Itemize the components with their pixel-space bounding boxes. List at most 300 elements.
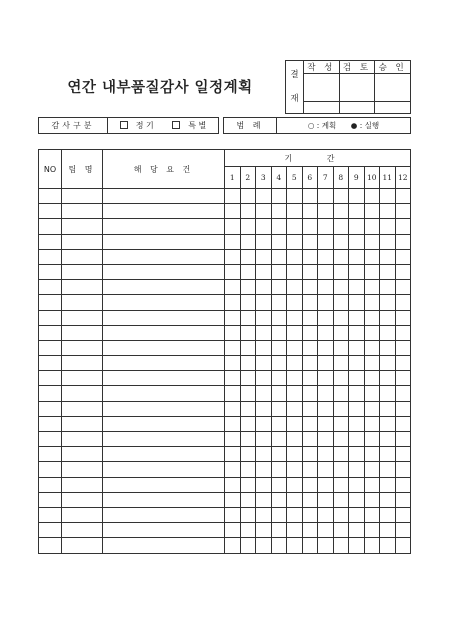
cell-month-3[interactable] — [256, 462, 272, 477]
cell-month-12[interactable] — [395, 325, 411, 340]
cell-requirement[interactable] — [103, 219, 225, 234]
cell-month-4[interactable] — [271, 492, 287, 507]
cell-month-12[interactable] — [395, 189, 411, 204]
cell-month-4[interactable] — [271, 538, 287, 553]
cell-month-2[interactable] — [240, 325, 256, 340]
cell-month-4[interactable] — [271, 204, 287, 219]
cell-month-12[interactable] — [395, 234, 411, 249]
cell-month-4[interactable] — [271, 234, 287, 249]
cell-month-11[interactable] — [380, 447, 396, 462]
cell-month-10[interactable] — [364, 249, 380, 264]
cell-no[interactable] — [39, 401, 62, 416]
cell-month-5[interactable] — [287, 264, 303, 279]
cell-team[interactable] — [62, 538, 103, 553]
cell-month-10[interactable] — [364, 295, 380, 310]
option-special[interactable]: 특 별 — [168, 121, 210, 130]
cell-month-4[interactable] — [271, 280, 287, 295]
cell-month-1[interactable] — [225, 295, 241, 310]
cell-month-1[interactable] — [225, 280, 241, 295]
cell-month-5[interactable] — [287, 371, 303, 386]
cell-no[interactable] — [39, 432, 62, 447]
cell-month-5[interactable] — [287, 401, 303, 416]
cell-month-7[interactable] — [318, 295, 334, 310]
cell-month-10[interactable] — [364, 264, 380, 279]
cell-month-2[interactable] — [240, 264, 256, 279]
cell-month-6[interactable] — [302, 523, 318, 538]
cell-month-10[interactable] — [364, 492, 380, 507]
cell-month-2[interactable] — [240, 416, 256, 431]
cell-month-9[interactable] — [349, 234, 365, 249]
cell-month-6[interactable] — [302, 249, 318, 264]
cell-month-10[interactable] — [364, 219, 380, 234]
cell-month-8[interactable] — [333, 386, 349, 401]
cell-month-11[interactable] — [380, 219, 396, 234]
cell-month-7[interactable] — [318, 264, 334, 279]
cell-month-8[interactable] — [333, 477, 349, 492]
cell-month-11[interactable] — [380, 310, 396, 325]
cell-month-3[interactable] — [256, 416, 272, 431]
cell-month-5[interactable] — [287, 447, 303, 462]
cell-month-5[interactable] — [287, 249, 303, 264]
cell-month-10[interactable] — [364, 340, 380, 355]
cell-month-11[interactable] — [380, 234, 396, 249]
cell-month-1[interactable] — [225, 340, 241, 355]
cell-month-11[interactable] — [380, 204, 396, 219]
cell-team[interactable] — [62, 462, 103, 477]
cell-month-6[interactable] — [302, 371, 318, 386]
cell-no[interactable] — [39, 310, 62, 325]
cell-month-5[interactable] — [287, 356, 303, 371]
cell-month-6[interactable] — [302, 386, 318, 401]
cell-no[interactable] — [39, 189, 62, 204]
cell-month-12[interactable] — [395, 401, 411, 416]
cell-requirement[interactable] — [103, 492, 225, 507]
cell-month-3[interactable] — [256, 386, 272, 401]
cell-month-2[interactable] — [240, 295, 256, 310]
cell-month-8[interactable] — [333, 295, 349, 310]
cell-month-9[interactable] — [349, 492, 365, 507]
cell-month-12[interactable] — [395, 204, 411, 219]
cell-team[interactable] — [62, 234, 103, 249]
cell-month-9[interactable] — [349, 507, 365, 522]
cell-month-8[interactable] — [333, 447, 349, 462]
cell-month-10[interactable] — [364, 189, 380, 204]
cell-team[interactable] — [62, 204, 103, 219]
cell-month-1[interactable] — [225, 204, 241, 219]
cell-month-9[interactable] — [349, 477, 365, 492]
cell-requirement[interactable] — [103, 325, 225, 340]
cell-month-5[interactable] — [287, 295, 303, 310]
approval-sign-review[interactable] — [339, 74, 375, 102]
cell-month-9[interactable] — [349, 340, 365, 355]
cell-month-10[interactable] — [364, 507, 380, 522]
cell-requirement[interactable] — [103, 507, 225, 522]
cell-month-10[interactable] — [364, 356, 380, 371]
cell-month-4[interactable] — [271, 401, 287, 416]
cell-month-8[interactable] — [333, 249, 349, 264]
cell-no[interactable] — [39, 492, 62, 507]
cell-requirement[interactable] — [103, 432, 225, 447]
cell-month-5[interactable] — [287, 386, 303, 401]
cell-month-9[interactable] — [349, 447, 365, 462]
cell-no[interactable] — [39, 507, 62, 522]
cell-month-2[interactable] — [240, 234, 256, 249]
cell-month-3[interactable] — [256, 264, 272, 279]
cell-month-6[interactable] — [302, 492, 318, 507]
cell-month-5[interactable] — [287, 189, 303, 204]
cell-team[interactable] — [62, 325, 103, 340]
cell-month-12[interactable] — [395, 462, 411, 477]
cell-month-9[interactable] — [349, 325, 365, 340]
cell-month-8[interactable] — [333, 325, 349, 340]
cell-no[interactable] — [39, 477, 62, 492]
cell-month-12[interactable] — [395, 264, 411, 279]
cell-month-7[interactable] — [318, 538, 334, 553]
cell-month-11[interactable] — [380, 295, 396, 310]
cell-team[interactable] — [62, 340, 103, 355]
cell-month-5[interactable] — [287, 325, 303, 340]
cell-month-2[interactable] — [240, 386, 256, 401]
cell-requirement[interactable] — [103, 249, 225, 264]
cell-month-7[interactable] — [318, 204, 334, 219]
cell-requirement[interactable] — [103, 401, 225, 416]
cell-month-5[interactable] — [287, 219, 303, 234]
cell-month-7[interactable] — [318, 523, 334, 538]
cell-month-1[interactable] — [225, 325, 241, 340]
cell-month-5[interactable] — [287, 432, 303, 447]
cell-month-9[interactable] — [349, 219, 365, 234]
cell-month-4[interactable] — [271, 523, 287, 538]
cell-team[interactable] — [62, 386, 103, 401]
cell-month-8[interactable] — [333, 219, 349, 234]
cell-month-11[interactable] — [380, 492, 396, 507]
cell-requirement[interactable] — [103, 371, 225, 386]
cell-month-12[interactable] — [395, 492, 411, 507]
cell-month-12[interactable] — [395, 447, 411, 462]
cell-month-8[interactable] — [333, 507, 349, 522]
cell-requirement[interactable] — [103, 538, 225, 553]
cell-month-10[interactable] — [364, 432, 380, 447]
cell-month-2[interactable] — [240, 310, 256, 325]
cell-month-11[interactable] — [380, 462, 396, 477]
cell-month-4[interactable] — [271, 325, 287, 340]
cell-month-1[interactable] — [225, 386, 241, 401]
cell-month-6[interactable] — [302, 538, 318, 553]
cell-month-2[interactable] — [240, 356, 256, 371]
cell-month-5[interactable] — [287, 462, 303, 477]
cell-month-7[interactable] — [318, 280, 334, 295]
cell-month-11[interactable] — [380, 356, 396, 371]
cell-month-6[interactable] — [302, 462, 318, 477]
cell-month-2[interactable] — [240, 538, 256, 553]
cell-team[interactable] — [62, 219, 103, 234]
cell-month-2[interactable] — [240, 507, 256, 522]
approval-date-review[interactable] — [339, 102, 375, 114]
cell-month-3[interactable] — [256, 523, 272, 538]
cell-month-3[interactable] — [256, 280, 272, 295]
cell-month-1[interactable] — [225, 219, 241, 234]
cell-month-12[interactable] — [395, 371, 411, 386]
cell-month-7[interactable] — [318, 356, 334, 371]
cell-month-12[interactable] — [395, 523, 411, 538]
cell-month-3[interactable] — [256, 371, 272, 386]
cell-month-7[interactable] — [318, 477, 334, 492]
cell-month-12[interactable] — [395, 280, 411, 295]
cell-requirement[interactable] — [103, 477, 225, 492]
checkbox-icon[interactable] — [120, 121, 128, 129]
cell-month-8[interactable] — [333, 204, 349, 219]
cell-requirement[interactable] — [103, 340, 225, 355]
cell-team[interactable] — [62, 356, 103, 371]
cell-month-3[interactable] — [256, 189, 272, 204]
cell-month-9[interactable] — [349, 386, 365, 401]
cell-month-3[interactable] — [256, 310, 272, 325]
cell-month-8[interactable] — [333, 340, 349, 355]
cell-requirement[interactable] — [103, 204, 225, 219]
cell-month-12[interactable] — [395, 310, 411, 325]
cell-month-10[interactable] — [364, 523, 380, 538]
cell-month-7[interactable] — [318, 507, 334, 522]
cell-month-7[interactable] — [318, 340, 334, 355]
cell-month-7[interactable] — [318, 432, 334, 447]
cell-month-12[interactable] — [395, 295, 411, 310]
cell-month-8[interactable] — [333, 492, 349, 507]
cell-month-3[interactable] — [256, 538, 272, 553]
cell-month-1[interactable] — [225, 477, 241, 492]
cell-month-10[interactable] — [364, 325, 380, 340]
cell-month-6[interactable] — [302, 295, 318, 310]
cell-month-3[interactable] — [256, 432, 272, 447]
checkbox-icon[interactable] — [172, 121, 180, 129]
cell-month-5[interactable] — [287, 310, 303, 325]
cell-requirement[interactable] — [103, 523, 225, 538]
cell-month-7[interactable] — [318, 492, 334, 507]
cell-month-8[interactable] — [333, 310, 349, 325]
cell-month-6[interactable] — [302, 340, 318, 355]
cell-month-5[interactable] — [287, 523, 303, 538]
cell-month-8[interactable] — [333, 280, 349, 295]
cell-no[interactable] — [39, 416, 62, 431]
cell-month-4[interactable] — [271, 416, 287, 431]
cell-month-5[interactable] — [287, 477, 303, 492]
cell-month-2[interactable] — [240, 280, 256, 295]
cell-month-1[interactable] — [225, 507, 241, 522]
cell-no[interactable] — [39, 234, 62, 249]
cell-month-6[interactable] — [302, 189, 318, 204]
cell-month-3[interactable] — [256, 249, 272, 264]
cell-month-11[interactable] — [380, 371, 396, 386]
cell-month-3[interactable] — [256, 507, 272, 522]
cell-month-1[interactable] — [225, 432, 241, 447]
cell-month-1[interactable] — [225, 416, 241, 431]
cell-requirement[interactable] — [103, 295, 225, 310]
cell-month-6[interactable] — [302, 280, 318, 295]
cell-requirement[interactable] — [103, 416, 225, 431]
cell-team[interactable] — [62, 371, 103, 386]
cell-month-4[interactable] — [271, 477, 287, 492]
cell-month-7[interactable] — [318, 189, 334, 204]
cell-month-1[interactable] — [225, 189, 241, 204]
approval-sign-author[interactable] — [304, 74, 340, 102]
cell-month-11[interactable] — [380, 340, 396, 355]
cell-no[interactable] — [39, 219, 62, 234]
cell-month-4[interactable] — [271, 310, 287, 325]
cell-month-10[interactable] — [364, 401, 380, 416]
cell-month-11[interactable] — [380, 401, 396, 416]
cell-month-11[interactable] — [380, 264, 396, 279]
cell-month-9[interactable] — [349, 189, 365, 204]
cell-requirement[interactable] — [103, 462, 225, 477]
cell-month-7[interactable] — [318, 462, 334, 477]
cell-month-11[interactable] — [380, 280, 396, 295]
cell-team[interactable] — [62, 249, 103, 264]
cell-month-2[interactable] — [240, 371, 256, 386]
cell-month-11[interactable] — [380, 523, 396, 538]
cell-requirement[interactable] — [103, 356, 225, 371]
cell-month-5[interactable] — [287, 204, 303, 219]
cell-month-5[interactable] — [287, 280, 303, 295]
cell-month-8[interactable] — [333, 371, 349, 386]
cell-requirement[interactable] — [103, 447, 225, 462]
cell-team[interactable] — [62, 189, 103, 204]
cell-month-1[interactable] — [225, 234, 241, 249]
approval-date-author[interactable] — [304, 102, 340, 114]
cell-month-8[interactable] — [333, 523, 349, 538]
cell-month-5[interactable] — [287, 340, 303, 355]
cell-month-9[interactable] — [349, 462, 365, 477]
cell-month-2[interactable] — [240, 340, 256, 355]
cell-month-11[interactable] — [380, 538, 396, 553]
cell-month-2[interactable] — [240, 204, 256, 219]
cell-month-2[interactable] — [240, 432, 256, 447]
cell-month-5[interactable] — [287, 507, 303, 522]
cell-month-4[interactable] — [271, 249, 287, 264]
cell-month-4[interactable] — [271, 219, 287, 234]
cell-month-9[interactable] — [349, 356, 365, 371]
cell-month-2[interactable] — [240, 401, 256, 416]
cell-month-5[interactable] — [287, 492, 303, 507]
cell-requirement[interactable] — [103, 386, 225, 401]
cell-month-6[interactable] — [302, 416, 318, 431]
cell-month-1[interactable] — [225, 371, 241, 386]
cell-month-10[interactable] — [364, 477, 380, 492]
cell-requirement[interactable] — [103, 189, 225, 204]
cell-month-9[interactable] — [349, 249, 365, 264]
cell-month-11[interactable] — [380, 477, 396, 492]
cell-month-12[interactable] — [395, 432, 411, 447]
cell-month-6[interactable] — [302, 234, 318, 249]
cell-month-10[interactable] — [364, 538, 380, 553]
cell-month-8[interactable] — [333, 538, 349, 553]
cell-month-7[interactable] — [318, 371, 334, 386]
cell-team[interactable] — [62, 492, 103, 507]
cell-month-6[interactable] — [302, 204, 318, 219]
cell-requirement[interactable] — [103, 264, 225, 279]
cell-month-9[interactable] — [349, 523, 365, 538]
cell-month-8[interactable] — [333, 264, 349, 279]
cell-month-11[interactable] — [380, 507, 396, 522]
cell-month-1[interactable] — [225, 492, 241, 507]
cell-no[interactable] — [39, 264, 62, 279]
cell-month-3[interactable] — [256, 492, 272, 507]
cell-month-7[interactable] — [318, 386, 334, 401]
cell-month-3[interactable] — [256, 340, 272, 355]
approval-sign-approve[interactable] — [375, 74, 411, 102]
cell-month-4[interactable] — [271, 462, 287, 477]
cell-month-11[interactable] — [380, 432, 396, 447]
cell-no[interactable] — [39, 249, 62, 264]
cell-month-9[interactable] — [349, 401, 365, 416]
cell-month-2[interactable] — [240, 492, 256, 507]
cell-month-9[interactable] — [349, 310, 365, 325]
cell-month-12[interactable] — [395, 340, 411, 355]
cell-month-6[interactable] — [302, 401, 318, 416]
cell-month-3[interactable] — [256, 295, 272, 310]
cell-month-6[interactable] — [302, 356, 318, 371]
cell-requirement[interactable] — [103, 310, 225, 325]
cell-month-10[interactable] — [364, 416, 380, 431]
option-regular[interactable]: 정 기 — [116, 121, 158, 130]
cell-no[interactable] — [39, 204, 62, 219]
cell-team[interactable] — [62, 264, 103, 279]
cell-month-3[interactable] — [256, 325, 272, 340]
cell-month-11[interactable] — [380, 189, 396, 204]
cell-month-6[interactable] — [302, 325, 318, 340]
cell-month-5[interactable] — [287, 538, 303, 553]
cell-month-4[interactable] — [271, 264, 287, 279]
cell-month-4[interactable] — [271, 507, 287, 522]
cell-month-4[interactable] — [271, 356, 287, 371]
cell-month-6[interactable] — [302, 507, 318, 522]
cell-month-6[interactable] — [302, 432, 318, 447]
cell-team[interactable] — [62, 523, 103, 538]
cell-month-3[interactable] — [256, 219, 272, 234]
cell-month-9[interactable] — [349, 538, 365, 553]
cell-month-1[interactable] — [225, 462, 241, 477]
cell-no[interactable] — [39, 447, 62, 462]
cell-month-8[interactable] — [333, 189, 349, 204]
approval-date-approve[interactable] — [375, 102, 411, 114]
cell-month-7[interactable] — [318, 447, 334, 462]
cell-team[interactable] — [62, 447, 103, 462]
cell-requirement[interactable] — [103, 234, 225, 249]
cell-month-1[interactable] — [225, 538, 241, 553]
cell-month-11[interactable] — [380, 416, 396, 431]
cell-month-12[interactable] — [395, 507, 411, 522]
cell-month-12[interactable] — [395, 356, 411, 371]
cell-month-10[interactable] — [364, 371, 380, 386]
cell-team[interactable] — [62, 310, 103, 325]
cell-month-4[interactable] — [271, 386, 287, 401]
cell-no[interactable] — [39, 295, 62, 310]
cell-no[interactable] — [39, 386, 62, 401]
cell-month-1[interactable] — [225, 249, 241, 264]
cell-month-1[interactable] — [225, 401, 241, 416]
cell-month-4[interactable] — [271, 295, 287, 310]
cell-month-8[interactable] — [333, 401, 349, 416]
cell-month-7[interactable] — [318, 401, 334, 416]
cell-month-5[interactable] — [287, 416, 303, 431]
cell-month-3[interactable] — [256, 234, 272, 249]
cell-month-10[interactable] — [364, 447, 380, 462]
cell-month-3[interactable] — [256, 204, 272, 219]
cell-month-10[interactable] — [364, 234, 380, 249]
cell-month-8[interactable] — [333, 356, 349, 371]
cell-month-10[interactable] — [364, 310, 380, 325]
cell-no[interactable] — [39, 371, 62, 386]
cell-team[interactable] — [62, 401, 103, 416]
cell-month-9[interactable] — [349, 295, 365, 310]
